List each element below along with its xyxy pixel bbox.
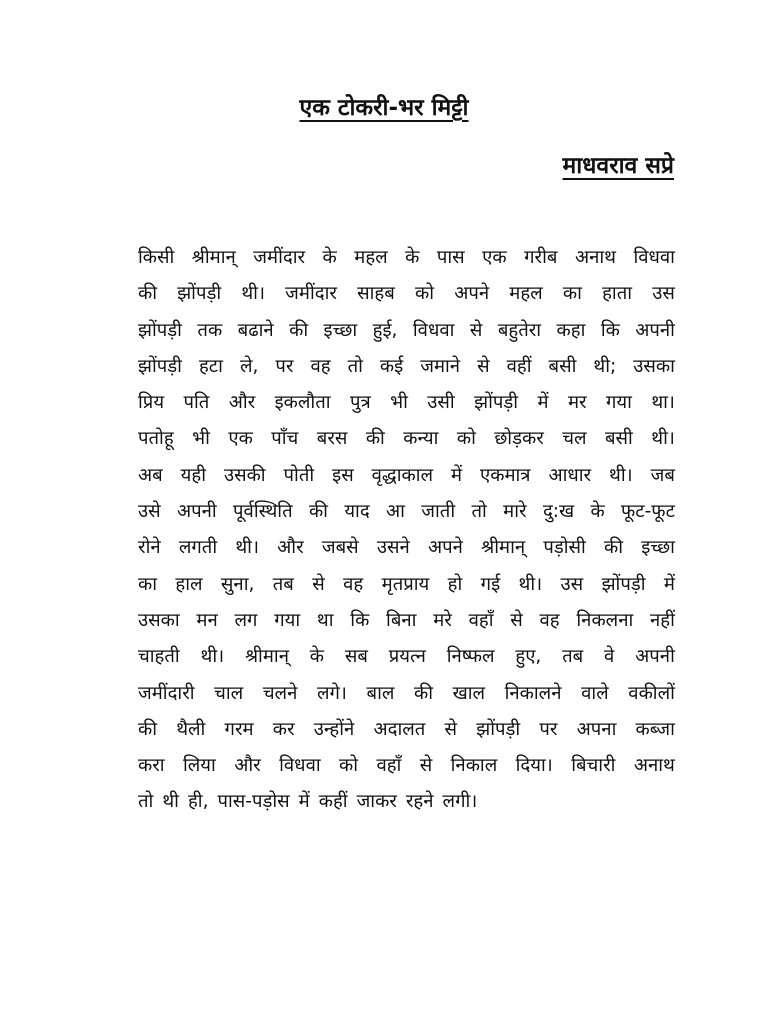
word: अनाथ	[574, 247, 616, 268]
word: लग	[234, 609, 258, 631]
word: महल	[509, 283, 543, 305]
word: पड़ोसी	[543, 537, 586, 559]
word: चाल	[214, 682, 244, 704]
word: पर	[275, 355, 294, 377]
paragraph-line	[138, 385, 675, 421]
word: बसी	[604, 428, 633, 450]
paragraph-line	[138, 784, 675, 820]
word: थी	[162, 791, 179, 813]
author-name: माधवराव सप्रे	[562, 153, 674, 179]
word: गरीब	[524, 247, 558, 268]
word: कर	[272, 718, 295, 740]
word: वह	[539, 609, 560, 631]
word: में	[298, 791, 310, 813]
word: से	[510, 609, 523, 631]
word: किसी	[138, 247, 175, 268]
word: अब	[138, 464, 163, 486]
word: दु:ख	[542, 501, 575, 523]
word: निष्फल	[446, 646, 495, 668]
word: प्रयत्न	[388, 646, 426, 668]
paragraph-line	[138, 240, 675, 276]
word: खाल	[452, 682, 486, 704]
word: बहुतेरा	[497, 319, 542, 341]
word: तक	[197, 319, 223, 341]
word: की	[289, 319, 309, 341]
word: बिचारी	[571, 755, 616, 777]
word: के	[322, 247, 337, 268]
word: पास	[436, 247, 465, 268]
word: इच्छा	[641, 537, 675, 559]
word: मरे	[433, 609, 452, 631]
word: उसका	[633, 355, 675, 377]
word: अनाथ	[633, 755, 675, 777]
word: में	[663, 573, 675, 595]
word: से	[477, 355, 490, 377]
word: यही	[180, 464, 206, 486]
word: लगती	[178, 537, 218, 559]
word: कई	[379, 355, 404, 377]
word: लगी।	[442, 791, 478, 813]
word: की	[365, 428, 385, 450]
word: जबसे	[321, 537, 359, 559]
paragraph-line	[138, 313, 675, 349]
word: उसे	[138, 501, 161, 523]
word: के	[590, 501, 605, 523]
word: वह	[343, 573, 364, 595]
paragraph-line	[138, 458, 675, 494]
word: लगे।	[316, 682, 347, 704]
word: कि	[600, 319, 620, 341]
word: उस	[652, 283, 675, 305]
word: के	[309, 646, 324, 668]
word: पोती	[283, 464, 315, 486]
word: जमींदार	[285, 283, 337, 305]
word: सुना,	[220, 573, 255, 595]
word: जाती	[421, 501, 456, 523]
word: मर	[567, 392, 587, 414]
word: झोंपड़ी	[474, 392, 519, 414]
word: गई	[480, 573, 501, 595]
word: महल	[354, 247, 388, 268]
word: पति	[183, 392, 210, 414]
word: झोंपड़ी	[138, 355, 182, 377]
word: पास-पड़ोस	[217, 791, 290, 813]
word: इस	[332, 464, 354, 486]
word: श्रीमान्	[191, 247, 236, 268]
word: कब्जा	[635, 718, 675, 740]
word: ले,	[239, 355, 259, 377]
word: से	[312, 573, 325, 595]
word: गया	[274, 609, 301, 631]
word: उसकी	[223, 464, 266, 486]
word: से	[444, 718, 458, 740]
word: से	[469, 319, 483, 341]
word: पुत्र	[349, 392, 371, 414]
word: थी।	[235, 537, 259, 559]
word: विधवा	[633, 247, 675, 268]
word: पतोहू	[138, 428, 174, 450]
word: गया	[605, 392, 632, 414]
word: लिया	[182, 755, 216, 777]
word: एकमात्र	[480, 464, 531, 486]
word: बढाने	[237, 319, 274, 341]
word: हटा	[198, 355, 223, 377]
word: की	[138, 283, 157, 305]
word: आ	[386, 501, 405, 523]
word: झोंपड़ी	[601, 573, 646, 595]
word: उसी	[427, 392, 455, 414]
word: तो	[138, 791, 154, 813]
word: उसका	[138, 609, 180, 631]
word: फूट-फूट	[621, 501, 675, 523]
word: कहा	[556, 319, 586, 341]
word: बाल	[366, 682, 395, 704]
word: भी	[192, 428, 210, 450]
word: अपना	[576, 718, 617, 740]
word: प्रिय	[138, 392, 165, 414]
word: बिना	[386, 609, 417, 631]
word: वे	[604, 646, 615, 668]
word: इकलौता	[274, 392, 331, 414]
word: ही,	[187, 791, 209, 813]
word: कन्या	[403, 428, 439, 450]
word: सब	[344, 646, 368, 668]
word: उसने	[376, 537, 410, 559]
word: जाकर	[356, 791, 397, 813]
word: तब	[562, 646, 584, 668]
word: झोंपड़ी	[177, 283, 222, 305]
paragraph-line	[138, 639, 675, 675]
paragraph-line	[138, 676, 675, 712]
word: में	[450, 464, 463, 486]
word: निकाल	[450, 755, 498, 777]
paragraph-line	[138, 276, 675, 312]
word: कि	[350, 609, 370, 631]
word: गरम	[224, 718, 254, 740]
word: थैली	[176, 718, 206, 740]
word: अपने	[428, 537, 463, 559]
paragraph-line	[138, 349, 675, 385]
word: अपनी	[635, 646, 675, 668]
story-paragraph	[138, 240, 675, 821]
word: थी।	[609, 464, 633, 486]
word: रहने	[405, 791, 434, 813]
paragraph-line	[138, 494, 675, 530]
word: वकीलों	[628, 682, 675, 704]
word: हुए,	[515, 646, 542, 668]
word: चल	[562, 428, 587, 450]
word: दिया।	[515, 755, 553, 777]
word: पर	[539, 718, 558, 740]
word: वाले	[581, 682, 609, 704]
word: और	[228, 392, 256, 414]
word: निकालने	[504, 682, 562, 704]
word: वहीं	[506, 355, 532, 377]
word: इच्छा	[323, 319, 358, 341]
word: और	[234, 755, 261, 777]
word: की	[308, 501, 328, 523]
word: वहाँ	[468, 609, 494, 631]
document-title: एक टोकरी-भर मिट्टी	[299, 95, 469, 121]
word: थी।	[241, 283, 265, 305]
word: को	[456, 428, 476, 450]
word: अपने	[454, 283, 490, 305]
word: एक	[482, 247, 507, 268]
word: तो	[347, 355, 363, 377]
word: था।	[651, 392, 675, 414]
word: हाता	[602, 283, 633, 305]
word: पाँच	[271, 428, 299, 450]
paragraph-line	[138, 530, 675, 566]
paragraph-line	[138, 748, 675, 784]
word: नहीं	[650, 609, 675, 631]
word: करा	[138, 755, 165, 777]
word: पूर्वस्थिति	[233, 501, 293, 523]
word: हुई,	[372, 319, 398, 341]
word: एक	[228, 428, 253, 450]
paragraph-line	[138, 603, 675, 639]
word: हाल	[175, 573, 203, 595]
word: विधवा	[279, 755, 321, 777]
word: थी।	[651, 428, 675, 450]
word: छोड़कर	[494, 428, 544, 450]
word: उस	[560, 573, 584, 595]
word: में	[537, 392, 549, 414]
word: श्रीमान्	[244, 646, 289, 668]
word: का	[562, 283, 582, 305]
word: थी।	[518, 573, 543, 595]
word: अपनी	[635, 319, 675, 341]
word: तब	[272, 573, 294, 595]
word: वह	[310, 355, 331, 377]
word: मारे	[503, 501, 527, 523]
word: याद	[344, 501, 370, 523]
paragraph-line	[138, 567, 675, 603]
paragraph-line	[138, 712, 675, 748]
word: था	[316, 609, 334, 631]
word: की	[604, 537, 624, 559]
word: साहब	[357, 283, 395, 305]
word: विधवा	[412, 319, 455, 341]
word: मृतप्राय	[381, 573, 430, 595]
word: कहीं	[318, 791, 348, 813]
word: भी	[390, 392, 408, 414]
word: झोंपड़ी	[138, 319, 182, 341]
word: से	[419, 755, 433, 777]
word: निकलना	[576, 609, 634, 631]
word: वृद्धाकाल	[371, 464, 434, 486]
word: उन्होंने	[313, 718, 355, 740]
word: अपनी	[177, 501, 217, 523]
word: बरस	[316, 428, 348, 450]
word: का	[138, 573, 157, 595]
word: बसी	[548, 355, 577, 377]
word: थी;	[593, 355, 617, 377]
word: को	[339, 755, 359, 777]
word: हो	[447, 573, 463, 595]
word: जब	[650, 464, 675, 486]
word: चाहती	[138, 646, 180, 668]
word: तो	[471, 501, 487, 523]
word: रोने	[138, 537, 161, 559]
word: जमींदारी	[138, 682, 195, 704]
word: और	[277, 537, 304, 559]
word: की	[414, 682, 433, 704]
word: अदालत	[373, 718, 426, 740]
word: जमींदार	[253, 247, 306, 268]
word: श्रीमान्	[481, 537, 526, 559]
paragraph-line	[138, 421, 675, 457]
word: को	[415, 283, 434, 305]
word: की	[138, 718, 157, 740]
word: वहाँ	[376, 755, 402, 777]
word: झोंपड़ी	[476, 718, 521, 740]
word: थी।	[200, 646, 225, 668]
word: चलने	[262, 682, 298, 704]
word: मन	[196, 609, 218, 631]
word: जमाने	[420, 355, 461, 377]
word: के	[405, 247, 420, 268]
word: आधार	[548, 464, 592, 486]
